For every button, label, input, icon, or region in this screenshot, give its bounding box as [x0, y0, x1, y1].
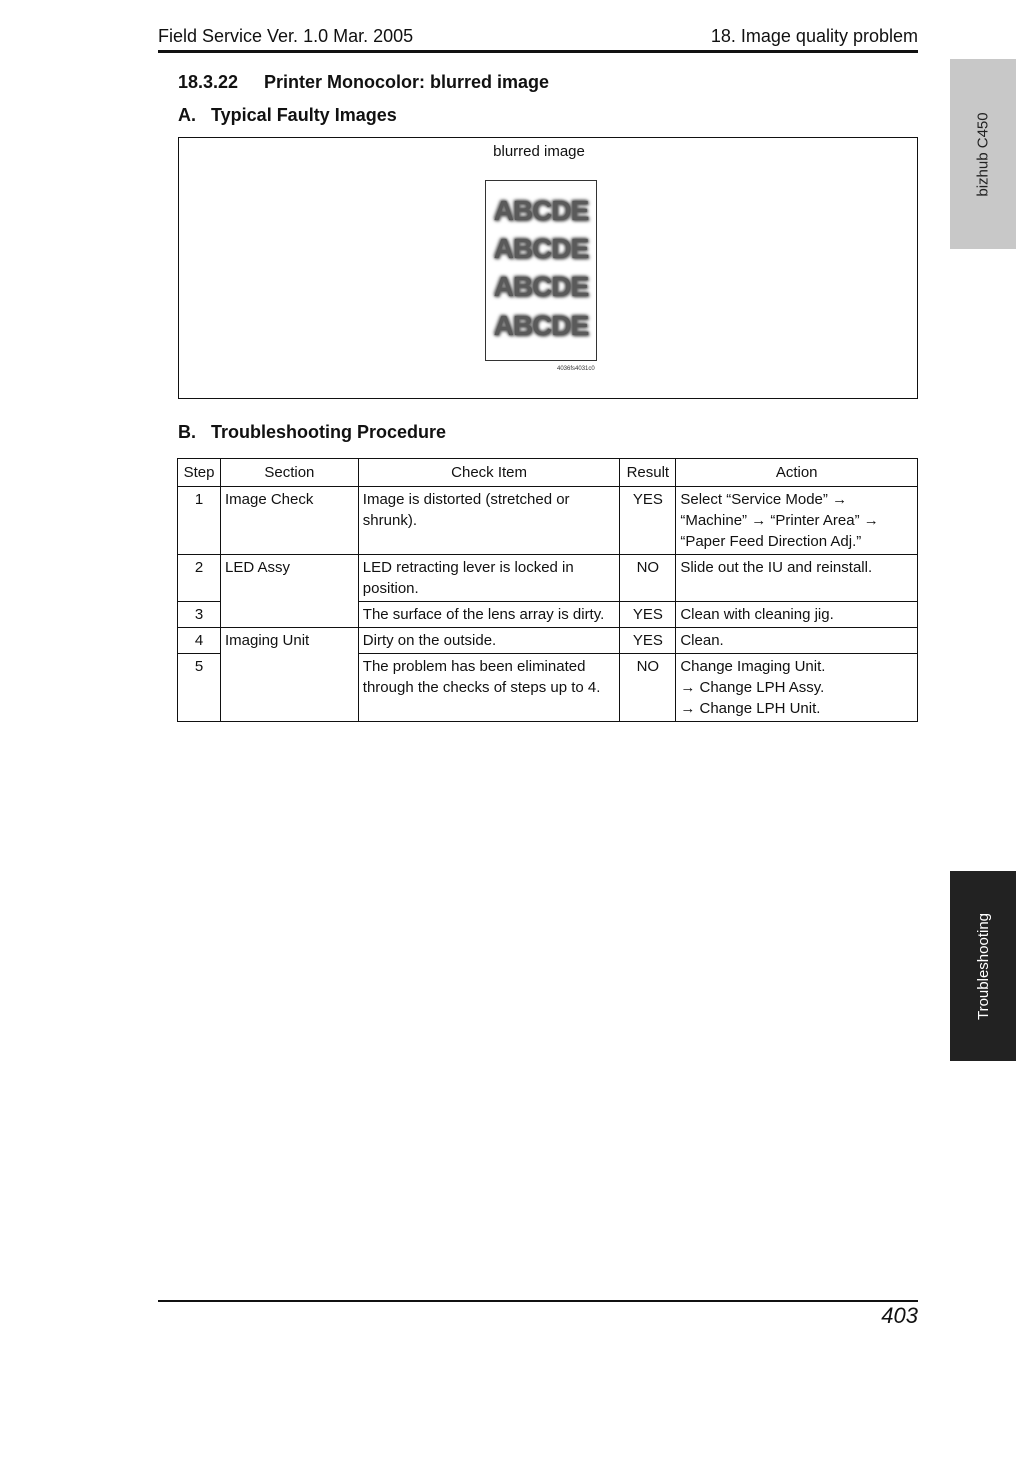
step-cell: 1: [178, 487, 221, 555]
result-cell: NO: [620, 555, 676, 602]
result-cell: YES: [620, 487, 676, 555]
step-cell: 4: [178, 628, 221, 654]
table-row: [178, 555, 918, 602]
action-line: → Change LPH Unit.: [680, 700, 821, 717]
result-cell: YES: [620, 628, 676, 654]
section-cell: Imaging Unit: [220, 628, 358, 722]
troubleshooting-table: [177, 458, 918, 722]
sample-text-line: ABCDE: [493, 195, 589, 226]
image-reference-code: 4036fs4031c0: [557, 366, 595, 372]
table-row: [178, 487, 918, 555]
check-item-cell: Image is distorted (stretched or shrunk).: [358, 487, 620, 555]
header-left-text: Field Service Ver. 1.0 Mar. 2005: [158, 26, 414, 46]
column-header-check-item: Check Item: [358, 459, 620, 487]
table-header-row: [178, 459, 918, 487]
action-line: “Machine” → “Printer Area” →: [680, 512, 879, 529]
step-cell: 3: [178, 602, 221, 628]
action-line: Select “Service Mode” →: [680, 491, 848, 508]
section-number: 18.3.22: [178, 72, 239, 92]
action-cell: [676, 555, 918, 602]
action-line: Slide out the IU and reinstall.: [680, 559, 873, 576]
action-cell: [676, 487, 918, 555]
faulty-image-box: [178, 137, 918, 399]
check-item-cell: LED retracting lever is locked in position.: [358, 555, 620, 602]
step-cell: 5: [178, 654, 221, 722]
page-header: [158, 26, 918, 53]
check-item-cell: Dirty on the outside.: [358, 628, 620, 654]
side-tab-chapter-label: Troubleshooting: [974, 912, 992, 1020]
sample-text-line: ABCDE: [493, 233, 589, 264]
section-heading: [178, 72, 549, 93]
action-line: Clean.: [680, 632, 724, 649]
side-tab-model-label: bizhub C450: [974, 111, 992, 197]
part-a-heading: [178, 105, 397, 126]
page-number: 403: [881, 1303, 918, 1328]
faulty-image-caption: blurred image: [493, 143, 585, 160]
action-line: Change Imaging Unit.: [680, 658, 826, 675]
table-row: [178, 628, 918, 654]
result-cell: NO: [620, 654, 676, 722]
action-line: “Paper Feed Direction Adj.”: [680, 533, 862, 550]
action-cell: [676, 628, 918, 654]
part-a-title: Typical Faulty Images: [211, 105, 397, 125]
check-item-cell: The problem has been eliminated through the checks of steps up to 4.: [358, 654, 620, 722]
check-item-cell: The surface of the lens array is dirty.: [358, 602, 620, 628]
action-line: Clean with cleaning jig.: [680, 606, 834, 623]
action-cell: [676, 654, 918, 722]
column-header-step: Step: [178, 459, 221, 487]
result-cell: YES: [620, 602, 676, 628]
action-line: → Change LPH Assy.: [680, 679, 825, 696]
side-tab-chapter: [950, 871, 1016, 1061]
column-header-section: Section: [220, 459, 358, 487]
action-cell: [676, 602, 918, 628]
section-cell: Image Check: [220, 487, 358, 555]
blurred-sample-sheet: [485, 180, 597, 361]
part-b-letter: B.: [178, 422, 196, 442]
column-header-action: Action: [676, 459, 918, 487]
sample-text-line: ABCDE: [493, 271, 589, 302]
header-right-text: 18. Image quality problem: [710, 26, 918, 46]
footer-divider: [158, 1300, 918, 1302]
section-cell: LED Assy: [220, 555, 358, 628]
step-cell: 2: [178, 555, 221, 602]
section-title: Printer Monocolor: blurred image: [264, 72, 550, 92]
part-a-letter: A.: [178, 105, 196, 125]
part-b-heading: [178, 422, 446, 443]
column-header-result: Result: [620, 459, 676, 487]
side-tab-model: [950, 59, 1016, 249]
part-b-title: Troubleshooting Procedure: [211, 422, 447, 442]
sample-text-line: ABCDE: [493, 310, 589, 341]
